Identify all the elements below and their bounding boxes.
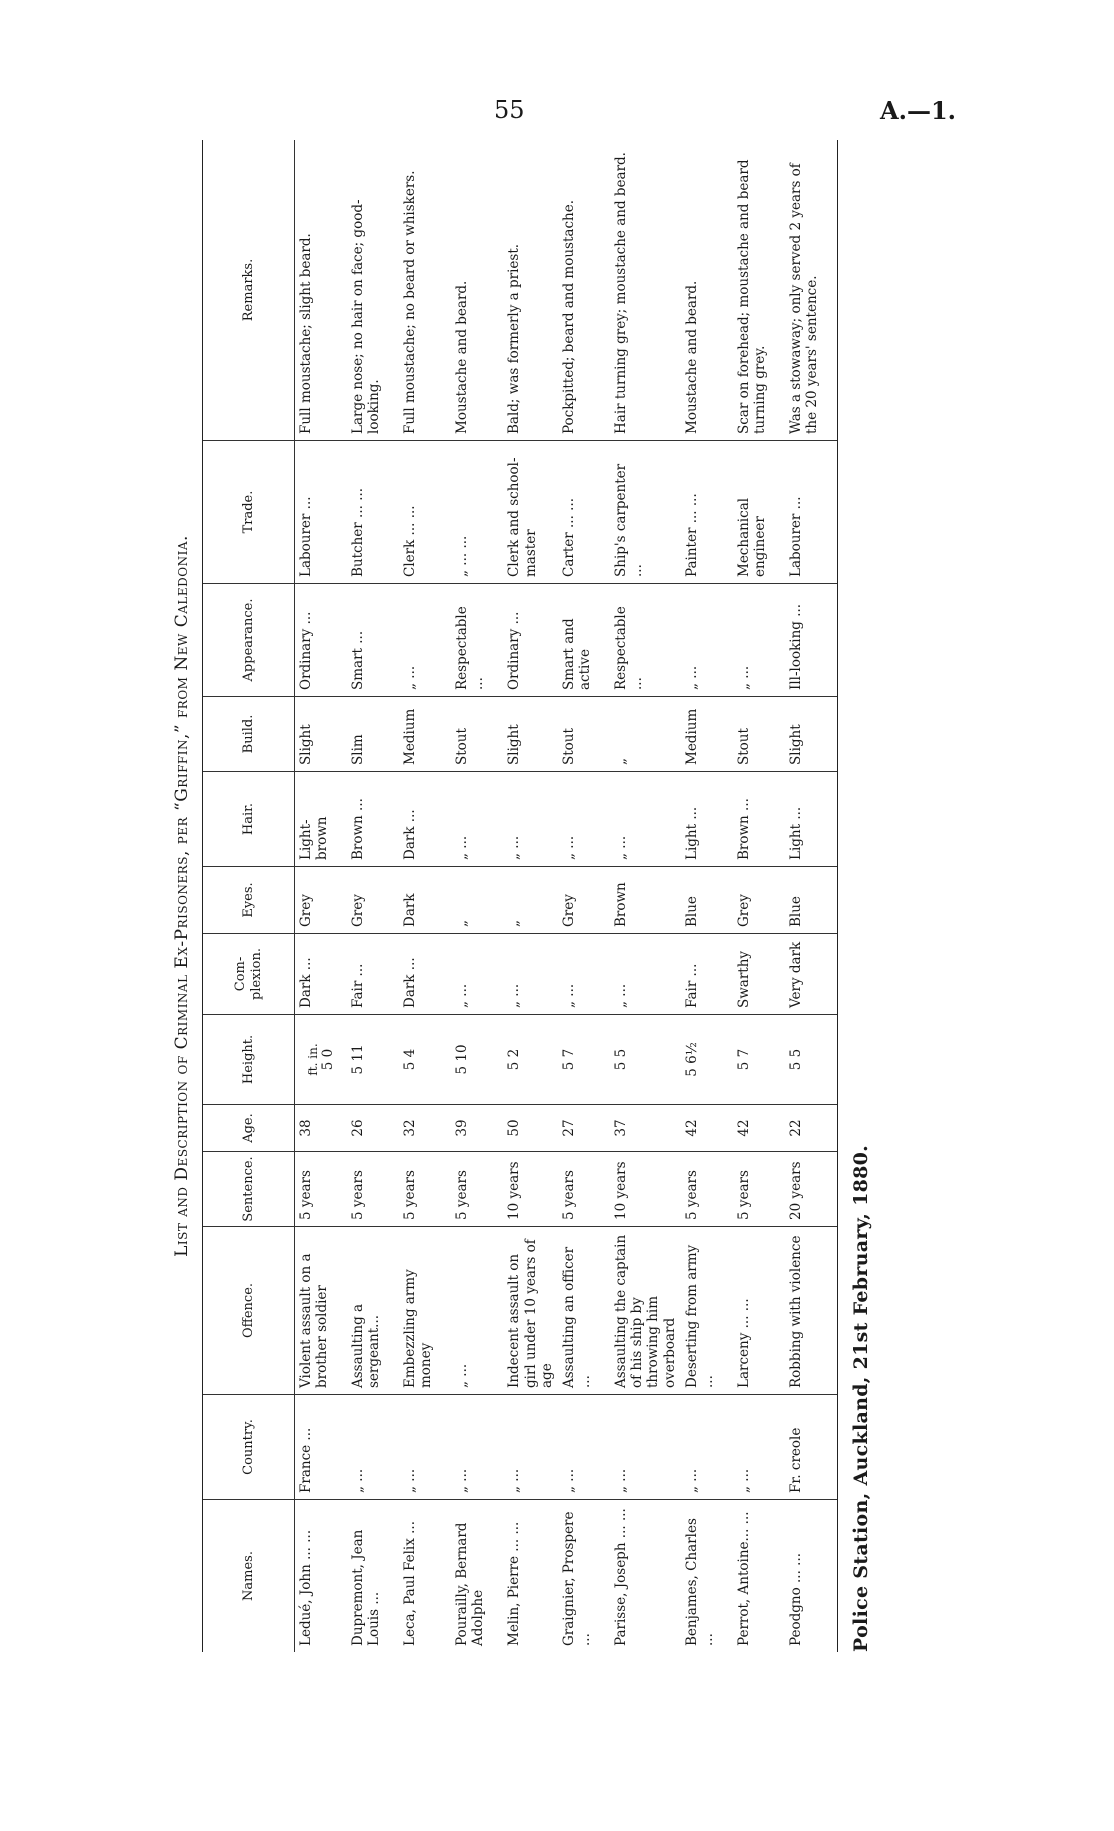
cell-remarks: Pockpitted; beard and moustache.	[560, 200, 577, 434]
cell-eyes: Grey	[347, 866, 399, 933]
cell-complexion: Fair ...	[681, 933, 733, 1014]
cell-names: Benjames, Charles ...	[681, 1499, 733, 1652]
column-header-trade: Trade.	[203, 440, 295, 583]
prisoners-table	[202, 140, 838, 1652]
cell-height: 5 6½	[681, 1014, 733, 1104]
cell-build: Medium	[399, 696, 451, 771]
cell-names: Ledué, John ... ...	[295, 1499, 347, 1652]
cell-height: 5 10	[451, 1014, 503, 1104]
column-header-offence: Offence.	[203, 1226, 295, 1394]
cell-trade: Painter ... ...	[681, 440, 733, 583]
page-number: 55	[494, 96, 525, 124]
cell-trade: Butcher ... ...	[347, 440, 399, 583]
cell-remarks: Full moustache; slight beard.	[298, 233, 314, 434]
cell-trade: Clerk and school-master	[503, 440, 558, 583]
cell-country: Fr. creole	[785, 1394, 837, 1499]
cell-country: „ ...	[681, 1394, 733, 1499]
cell-appearance: Ordinary ...	[503, 583, 558, 696]
cell-offence: Robbing with violence	[785, 1226, 837, 1394]
cell-height: 5 5	[610, 1014, 681, 1104]
cell-sentence: 5 years	[347, 1151, 399, 1226]
cell-eyes: Brown	[610, 866, 681, 933]
cell-names: Graignier, Prospere ...	[558, 1499, 610, 1652]
cell-sentence: 5 years	[295, 1151, 347, 1226]
cell-sentence: 5 years	[681, 1151, 733, 1226]
cell-trade: Labourer ...	[785, 440, 837, 583]
document-reference: A.—1.	[880, 96, 957, 125]
cell-hair: „ ...	[451, 771, 503, 866]
cell-hair: Brown ...	[347, 771, 399, 866]
table-title: List and Description of Criminal Ex-Prisoners, per “Griffin,” from New Caledonia.	[172, 535, 192, 1257]
cell-age: 37	[610, 1104, 681, 1151]
column-header-appearance: Appearance.	[203, 583, 295, 696]
cell-appearance: „ ...	[681, 583, 733, 696]
cell-age: 42	[733, 1104, 785, 1151]
cell-sentence: 10 years	[503, 1151, 558, 1226]
cell-country: „ ...	[503, 1394, 558, 1499]
cell-country: „ ...	[610, 1394, 681, 1499]
cell-complexion: „ ...	[610, 933, 681, 1014]
cell-build: „	[610, 696, 681, 771]
cell-names: Pourailly, Bernard Adolphe	[451, 1499, 503, 1652]
cell-trade: „ ... ...	[451, 440, 503, 583]
cell-remarks: Moustache and beard.	[683, 280, 700, 434]
column-header-hair: Hair.	[203, 771, 295, 866]
cell-remarks: Moustache and beard.	[454, 280, 471, 434]
column-header-remarks: Remarks.	[203, 140, 295, 440]
cell-offence: Embezzling army money	[399, 1226, 451, 1394]
cell-appearance: Respectable ...	[451, 583, 503, 696]
cell-offence: Larceny ... ...	[733, 1226, 785, 1394]
cell-complexion: „ ...	[503, 933, 558, 1014]
cell-country: „ ...	[733, 1394, 785, 1499]
height-value: 5 0	[320, 1048, 337, 1071]
cell-names: Dupremont, Jean Louis ...	[347, 1499, 399, 1652]
cell-height: 5 7	[558, 1014, 610, 1104]
cell-country: „ ...	[347, 1394, 399, 1499]
cell-build: Slim	[347, 696, 399, 771]
cell-eyes: Grey	[733, 866, 785, 933]
cell-offence: Assaulting the captain of his ship by throwing him overboard	[610, 1226, 681, 1394]
cell-names: Parisse, Joseph ... ...	[610, 1499, 681, 1652]
cell-complexion: Dark ...	[295, 933, 347, 1014]
cell-age: 42	[681, 1104, 733, 1151]
cell-eyes: Dark	[399, 866, 451, 933]
cell-age: 22	[785, 1104, 837, 1151]
cell-age: 39	[451, 1104, 503, 1151]
cell-country: „ ...	[399, 1394, 451, 1499]
cell-age: 26	[347, 1104, 399, 1151]
cell-country: „ ...	[451, 1394, 503, 1499]
cell-remarks: Bald; was formerly a priest.	[506, 243, 523, 434]
cell-complexion: Very dark	[785, 933, 837, 1014]
cell-age: 50	[503, 1104, 558, 1151]
cell-remarks: Full moustache; no beard or whiskers.	[402, 170, 419, 434]
cell-trade: Mechanical engineer	[733, 440, 785, 583]
cell-build: Slight	[503, 696, 558, 771]
cell-hair: Light-brown	[295, 771, 347, 866]
cell-trade: Clerk ... ...	[399, 440, 451, 583]
cell-build: Stout	[733, 696, 785, 771]
cell-names: Peodgno ... ...	[785, 1499, 837, 1652]
cell-complexion: Dark ...	[399, 933, 451, 1014]
cell-hair: Light ...	[785, 771, 837, 866]
cell-hair: Light ...	[681, 771, 733, 866]
rotated-table-block	[172, 140, 882, 1652]
cell-appearance: „ ...	[399, 583, 451, 696]
cell-complexion: „ ...	[558, 933, 610, 1014]
cell-remarks: Hair turning grey; moustache and beard.	[612, 152, 629, 434]
cell-sentence: 5 years	[733, 1151, 785, 1226]
cell-age: 27	[558, 1104, 610, 1151]
cell-hair: „ ...	[610, 771, 681, 866]
cell-age: 38	[295, 1104, 347, 1151]
column-header-build: Build.	[203, 696, 295, 771]
cell-eyes: „	[451, 866, 503, 933]
cell-build: Medium	[681, 696, 733, 771]
cell-hair: „ ...	[503, 771, 558, 866]
cell-country: France ...	[295, 1394, 347, 1499]
column-header-height: Height.	[203, 1014, 295, 1104]
cell-sentence: 5 years	[399, 1151, 451, 1226]
cell-sentence: 10 years	[610, 1151, 681, 1226]
cell-complexion: „ ...	[451, 933, 503, 1014]
cell-offence: Assaulting a sergeant...	[347, 1226, 399, 1394]
cell-offence: Violent assault on a brother soldier	[295, 1226, 347, 1394]
column-header-age: Age.	[203, 1104, 295, 1151]
cell-trade: Carter ... ...	[558, 440, 610, 583]
column-header-eyes: Eyes.	[203, 866, 295, 933]
footer-signature: Police Station, Auckland, 21st February, 1880.	[850, 1144, 872, 1652]
cell-height: 5 5	[785, 1014, 837, 1104]
cell-offence: Indecent assault on girl under 10 years of age	[503, 1226, 558, 1394]
cell-names: Melin, Pierre ... ...	[503, 1499, 558, 1652]
cell-height: 5 4	[399, 1014, 451, 1104]
cell-eyes: „	[503, 866, 558, 933]
column-header-sentence: Sentence.	[203, 1151, 295, 1226]
column-header-country: Country.	[203, 1394, 295, 1499]
cell-trade: Ship's carpenter ...	[610, 440, 681, 583]
cell-build: Stout	[451, 696, 503, 771]
cell-appearance: Smart and active	[558, 583, 610, 696]
cell-sentence: 5 years	[558, 1151, 610, 1226]
cell-appearance: Ordinary ...	[295, 583, 347, 696]
cell-eyes: Blue	[785, 866, 837, 933]
cell-sentence: 20 years	[785, 1151, 837, 1226]
cell-appearance: Smart ...	[347, 583, 399, 696]
cell-eyes: Blue	[681, 866, 733, 933]
cell-hair: Dark ...	[399, 771, 451, 866]
column-header-complexion: Com-plexion.	[203, 933, 295, 1014]
cell-age: 32	[399, 1104, 451, 1151]
cell-height	[295, 1014, 347, 1104]
cell-height: 5 2	[503, 1014, 558, 1104]
cell-complexion: Swarthy	[733, 933, 785, 1014]
column-header-names: Names.	[203, 1499, 295, 1652]
cell-remarks: Large nose; no hair on face; good-looking.	[350, 199, 383, 434]
cell-country: „ ...	[558, 1394, 610, 1499]
cell-appearance: Ill-looking ...	[785, 583, 837, 696]
cell-complexion: Fair ...	[347, 933, 399, 1014]
cell-hair: „ ...	[558, 771, 610, 866]
cell-sentence: 5 years	[451, 1151, 503, 1226]
cell-eyes: Grey	[558, 866, 610, 933]
cell-offence: „ ...	[451, 1226, 503, 1394]
cell-offence: Deserting from army ...	[681, 1226, 733, 1394]
cell-height: 5 7	[733, 1014, 785, 1104]
cell-remarks: Was a stowaway; only served 2 years of the 20 years' sentence.	[787, 163, 821, 434]
cell-hair: Brown ...	[733, 771, 785, 866]
cell-build: Slight	[785, 696, 837, 771]
cell-names: Leca, Paul Felix ...	[399, 1499, 451, 1652]
cell-trade: Labourer ...	[295, 440, 347, 583]
cell-height: 5 11	[347, 1014, 399, 1104]
cell-eyes: Grey	[295, 866, 347, 933]
cell-remarks: Scar on forehead; moustache and beard turning grey.	[735, 159, 769, 434]
cell-names: Perrot, Antoine... ...	[733, 1499, 785, 1652]
height-units-label: ft. in.	[305, 1043, 320, 1076]
cell-appearance: Respectable ...	[610, 583, 681, 696]
cell-offence: Assaulting an officer ...	[558, 1226, 610, 1394]
cell-build: Stout	[558, 696, 610, 771]
cell-appearance: „ ...	[733, 583, 785, 696]
cell-build: Slight	[295, 696, 347, 771]
